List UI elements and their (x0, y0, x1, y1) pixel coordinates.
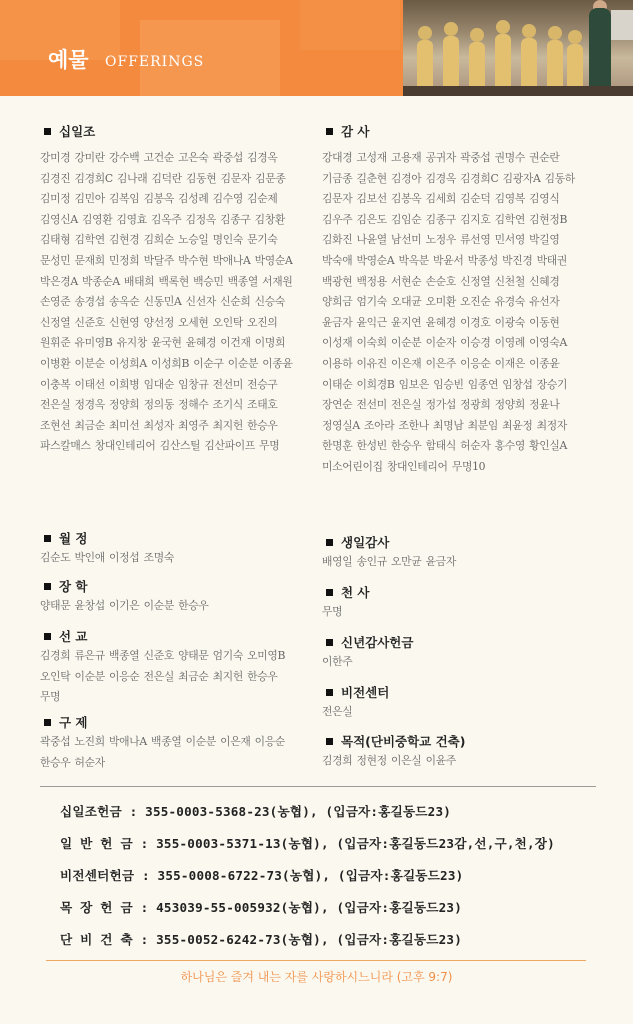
relief-names (40, 732, 325, 773)
name-line: 미소어린이집 창대인테리어 무명10 (322, 459, 486, 473)
birthday-heading (326, 533, 389, 551)
scholarship-names (40, 596, 320, 617)
photo-figure (469, 42, 485, 90)
header-photo (403, 0, 633, 96)
thanks-heading (326, 122, 370, 140)
photo-figure (567, 44, 583, 90)
thanks-heading-text: 감 사 (341, 124, 370, 139)
account-tithe: 십일조헌금 : 355-0003-5368-23(농협), (입금자:홍길동드23) (60, 804, 452, 819)
name-line: 양희금 엄기숙 오대균 오미환 오진순 유경숙 유선자 (322, 295, 560, 309)
name-line: 곽중섭 노진희 박애나A 백종열 이순분 이은재 이응순 (40, 735, 286, 748)
name-line: 한승우 허순자 (40, 755, 105, 769)
monthly-heading-text: 월 정 (59, 531, 88, 546)
new-year-heading-text: 신년감사헌금 (341, 635, 414, 650)
name-line: 신정열 신준호 신현영 양선정 오세현 오인탁 오진의 (40, 315, 278, 329)
birthday-heading-text: 생일감사 (341, 535, 390, 550)
first-fruits-names (322, 602, 602, 623)
account-general: 일 반 헌 금 : 355-0003-5371-13(농협), (입금자:홍길동드23감,선,구,천,장) (60, 836, 555, 851)
purpose-names (322, 751, 602, 772)
name-line: 이병환 이분순 이성희A 이성희B 이순구 이순분 이종윤 (40, 356, 293, 370)
name-line: 김경희 정현정 이은실 이윤주 (322, 754, 456, 767)
name-line: 무명 (40, 690, 61, 704)
name-line: 오인탁 이순분 이응순 전은실 최금순 최지헌 한승우 (40, 669, 278, 683)
scholarship-heading (44, 577, 88, 595)
vision-center-names (322, 702, 602, 723)
name-line: 김우주 김은도 김임순 김종구 김지호 김학연 김현정B (322, 212, 568, 226)
photo-figure (443, 36, 459, 90)
name-line: 윤금자 윤익근 윤지연 윤혜경 이경호 이광숙 이동현 (322, 315, 560, 329)
scholarship-heading-text: 장 학 (59, 579, 88, 594)
account-vision-center: 비전센터헌금 : 355-0008-6722-73(농협), (입금자:홍길동드23) (60, 868, 464, 883)
page-header (0, 0, 633, 96)
relief-heading-text: 구 제 (59, 715, 88, 730)
name-line: 김화진 나윤열 남선미 노정우 류선영 민서영 박길영 (322, 233, 560, 247)
photo-figure (495, 34, 511, 90)
name-line: 이태순 이희경B 임보은 임승빈 임종연 임창섭 장승기 (322, 377, 568, 391)
name-line: 강대경 고성재 고용재 공귀자 곽중섭 권명수 권순란 (322, 151, 560, 164)
section-divider (40, 786, 596, 787)
name-line: 강미경 강미란 강수백 고건순 고은숙 곽중섭 김경옥 (40, 151, 278, 164)
birthday-names (322, 552, 602, 573)
first-fruits-heading-text: 천 사 (341, 585, 370, 600)
name-line: 양태문 윤창섭 이기은 이순분 한승우 (40, 599, 209, 612)
name-line: 장연순 전선미 전은실 정가섭 정광희 정양희 정윤나 (322, 398, 560, 412)
photo-figure (547, 40, 563, 90)
name-line: 김순도 박인애 이정섭 조명숙 (40, 551, 174, 564)
monthly-heading (44, 529, 88, 547)
tithe-heading (44, 122, 95, 140)
tithe-names (40, 148, 320, 457)
page-subtitle: OFFERINGS (105, 54, 205, 70)
bullet-square-icon (44, 535, 51, 542)
name-line: 이용하 이유진 이은재 이은주 이응순 이재은 이종윤 (322, 356, 560, 370)
photo-figure (589, 8, 611, 90)
thanks-names (322, 148, 612, 478)
name-line: 박숙애 박영순A 박옥분 박윤서 박종성 박진경 박태권 (322, 253, 568, 267)
name-line: 한명훈 한성빈 한승우 함태식 허순자 홍수영 황인실A (322, 439, 568, 453)
header-pattern (300, 0, 400, 50)
name-line: 전은실 정경옥 정양희 정의동 정해수 조기식 조태호 (40, 398, 278, 412)
page-title: 예물 (48, 48, 89, 72)
name-line: 김문자 김보선 김봉옥 김세희 김순덕 김영복 김영식 (322, 192, 560, 206)
photo-audience (403, 86, 633, 96)
purpose-heading (326, 732, 465, 750)
name-line: 김경진 김경희C 김나래 김덕란 김동현 김문자 김문종 (40, 171, 286, 185)
first-fruits-heading (326, 583, 370, 601)
name-line: 김경희 류은규 백종열 신준호 양태문 엄기숙 오미영B (40, 649, 286, 662)
bullet-square-icon (44, 719, 51, 726)
account-building: 단 비 건 축 : 355-0052-6242-73(농협), (입금자:홍길동드23) (60, 932, 462, 947)
bullet-square-icon (326, 539, 333, 546)
new-year-names (322, 652, 602, 673)
mission-names (40, 646, 325, 708)
relief-heading (44, 713, 88, 731)
name-line: 박은경A 박종순A 배태희 백록현 백승민 백종열 서재원 (40, 274, 293, 288)
name-line: 파스칼매스 창대인테리어 김산스틸 김산파이프 무명 (40, 439, 280, 453)
vision-center-heading (326, 683, 389, 701)
purpose-heading-text: 목적(단비중학교 건축) (341, 734, 466, 749)
mission-heading (44, 627, 88, 645)
name-line: 기금종 길춘현 김경아 김경옥 김경희C 김광자A 김동하 (322, 171, 575, 185)
name-line: 김영신A 김영환 김영효 김옥주 김정옥 김종구 김창환 (40, 212, 286, 226)
bullet-square-icon (326, 639, 333, 646)
name-line: 무명 (322, 605, 343, 618)
account-mokjang: 목 장 헌 금 : 453039-55-005932(농협), (입금자:홍길동드23) (60, 900, 462, 915)
bullet-square-icon (326, 689, 333, 696)
name-line: 조현선 최금순 최미선 최성자 최영주 최지헌 한승우 (40, 418, 278, 432)
photo-background (611, 10, 633, 40)
vision-center-heading-text: 비전센터 (341, 685, 390, 700)
bullet-square-icon (326, 738, 333, 745)
name-line: 김미정 김민아 김복임 김봉옥 김성례 김수영 김순제 (40, 192, 278, 206)
name-line: 손영준 송경섭 송옥순 신동민A 신선자 신순희 신승숙 (40, 295, 286, 309)
name-line: 이충복 이태선 이희병 임대순 임창규 전선미 전승구 (40, 377, 278, 391)
name-line: 전은실 (322, 705, 353, 718)
name-line: 정영실A 조아라 조한나 최명남 최분임 최윤정 최정자 (322, 418, 568, 432)
bullet-square-icon (44, 583, 51, 590)
bullet-square-icon (44, 633, 51, 640)
bullet-square-icon (326, 128, 333, 135)
tithe-heading-text: 십일조 (59, 124, 96, 139)
bible-verse: 하나님은 즐겨 내는 자를 사랑하시느니라 (고후 9:7) (180, 970, 453, 984)
name-line: 문성민 문재희 민정희 박달주 박수현 박애나A 박영순A (40, 253, 293, 267)
name-line: 백광현 백정용 서현순 손순호 신정열 신천철 신혜경 (322, 274, 560, 288)
name-line: 김태형 김학연 김현경 김희순 노승일 명인숙 문기숙 (40, 233, 278, 247)
name-line: 이성재 이숙희 이순분 이순자 이승경 이영례 이영숙A (322, 336, 568, 350)
mission-heading-text: 선 교 (59, 629, 88, 644)
monthly-names (40, 548, 320, 569)
name-line: 원휘준 유미영B 유지창 윤국현 윤혜경 이건재 이명희 (40, 336, 286, 350)
new-year-heading (326, 633, 413, 651)
footer-divider (46, 960, 586, 961)
name-line: 배영일 송인규 오만균 윤금자 (322, 555, 456, 568)
photo-figure (417, 40, 433, 90)
bullet-square-icon (44, 128, 51, 135)
bullet-square-icon (326, 589, 333, 596)
photo-figure (521, 38, 537, 90)
name-line: 이한주 (322, 655, 353, 668)
